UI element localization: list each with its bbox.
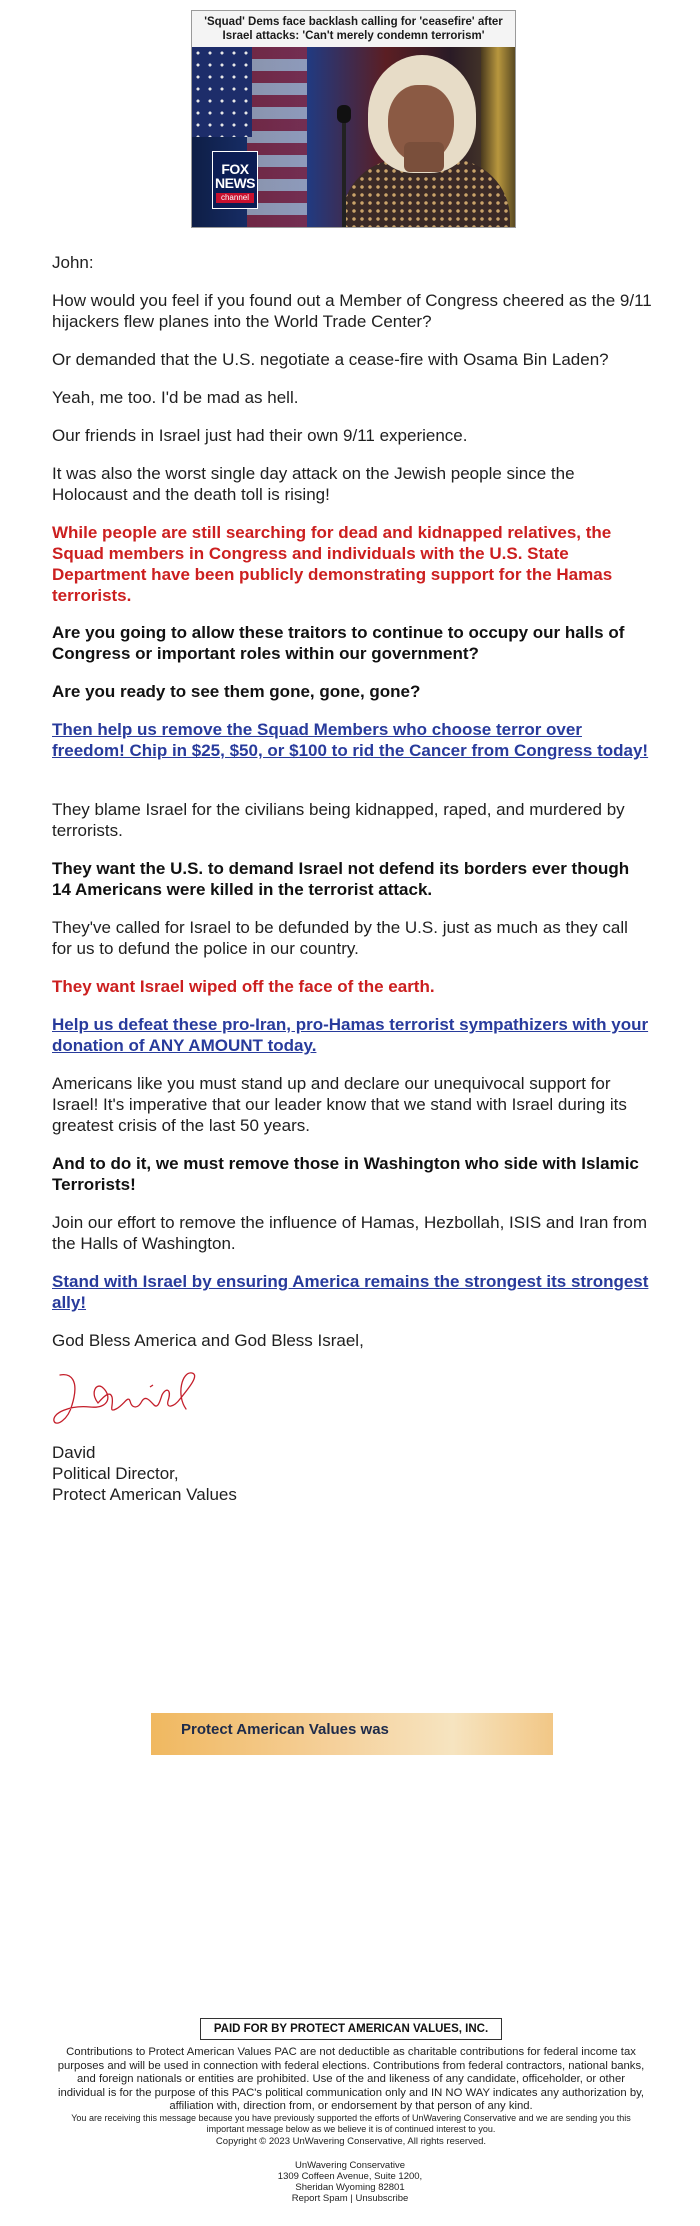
person-neck [404, 142, 444, 172]
promo-banner-image[interactable] [151, 1713, 553, 1755]
footer-address-line-1: 1309 Coffeen Avenue, Suite 1200, [277, 2171, 423, 2182]
receiving-notice: You are receiving this message because you have previously supported the efforts of UnWavering Conservative and we are sending you this important message below as we believe it is of continued interest to you. [71, 2113, 631, 2134]
footer-address-line-2: Sheridan Wyoming 82801 [295, 2182, 405, 2193]
donate-link-3[interactable]: Stand with Israel by ensuring America remains the strongest its strongest ally! [52, 1272, 649, 1312]
bold-statement-1: They want the U.S. to demand Israel not defend its borders ever though 14 Americans were killed in the terrorist attack. [52, 859, 630, 899]
headline-caption: 'Squad' Dems face backlash calling for 'ceasefire' after Israel attacks: 'Can't merely condemn terrorism' [192, 11, 515, 47]
footer-links [200, 2193, 500, 2205]
greeting: John: [52, 253, 94, 272]
paragraph-6: They blame Israel for the civilians being kidnapped, raped, and murdered by terrorists. [52, 800, 625, 840]
fox-news-logo [212, 151, 258, 209]
report-spam-link[interactable]: Report Spam [291, 2193, 348, 2204]
signer-organization: Protect American Values [52, 1485, 237, 1504]
banner-text: Protect American Values was [181, 1721, 389, 1738]
paragraph-9: Join our effort to remove the influence of Hamas, Hezbollah, ISIS and Iran from the Halls of Washington. [52, 1213, 647, 1253]
paid-for-box: PAID FOR BY PROTECT AMERICAN VALUES, INC. [200, 2018, 502, 2040]
paragraph-5: It was also the worst single day attack on the Jewish people since the Holocaust and the death toll is rising! [52, 464, 575, 504]
paragraph-2: Or demanded that the U.S. negotiate a cease-fire with Osama Bin Laden? [52, 350, 609, 369]
unsubscribe-link[interactable]: Unsubscribe [355, 2193, 409, 2204]
header-news-image[interactable] [191, 10, 516, 228]
paragraph-8: Americans like you must stand up and declare our unequivocal support for Israel! It's imperative that our leader know that we stand with Israel during its greatest crisis of the last 50 years. [52, 1074, 627, 1135]
logo-news: NEWS [215, 175, 255, 191]
bold-question-1: Are you going to allow these traitors to continue to occupy our halls of Congress or important roles within our government? [52, 623, 625, 663]
paragraph-7: They've called for Israel to be defunded by the U.S. just as much as they call for us to defund the police in our country. [52, 918, 628, 958]
logo-fox: FOX [221, 161, 249, 177]
red-alert-paragraph: While people are still searching for dead and kidnapped relatives, the Squad members in Congress and individuals with the U.S. State Department have been publicly demonstrating support for the Hamas terrorists. [52, 523, 613, 605]
donate-link-2[interactable]: Help us defeat these pro-Iran, pro-Hamas terrorist sympathizers with your donation of ANY AMOUNT today. [52, 1015, 649, 1055]
red-statement: They want Israel wiped off the face of the earth. [52, 977, 435, 996]
microphone-stand [342, 117, 346, 228]
closing-line: God Bless America and God Bless Israel, [52, 1331, 364, 1350]
paragraph-1: How would you feel if you found out a Member of Congress cheered as the 9/11 hijackers flew planes into the World Trade Center? [52, 291, 652, 331]
footer-org-name: UnWavering Conservative [295, 2160, 405, 2171]
signer-name: David [52, 1443, 96, 1462]
signer-title: Political Director, [52, 1464, 179, 1483]
microphone-icon [337, 105, 351, 123]
flag-stars [192, 47, 252, 137]
legal-disclaimer: Contributions to Protect American Values PAC are not deductible as charitable contributions for federal income tax purposes and will be used in connection with federal elections. Contributions from federal contractors, national banks, and foreign nationals or entities are prohibited. Use of the and likeness of any candidate, officeholder, or other individual is for the purpose of this PAC's political communication only and IN NO WAY indicates any authorization by, affiliation with, direction from, or endorsement by that person of any kind. [57, 2046, 645, 2112]
bold-statement-2: And to do it, we must remove those in Washington who side with Islamic Terrorists! [52, 1154, 639, 1194]
logo-channel: channel [216, 193, 254, 203]
bold-question-2: Are you ready to see them gone, gone, gone? [52, 682, 421, 701]
paragraph-3: Yeah, me too. I'd be mad as hell. [52, 388, 299, 407]
signature-image [50, 1365, 210, 1435]
donate-link-1[interactable]: Then help us remove the Squad Members who choose terror over freedom! Chip in $25, $50, or $100 to rid the Cancer from Congress today! [52, 720, 649, 760]
footer-link-separator: | [350, 2193, 353, 2204]
copyright-line: Copyright © 2023 UnWavering Conservative, All rights reserved. [215, 2136, 487, 2147]
paragraph-4: Our friends in Israel just had their own 9/11 experience. [52, 426, 468, 445]
